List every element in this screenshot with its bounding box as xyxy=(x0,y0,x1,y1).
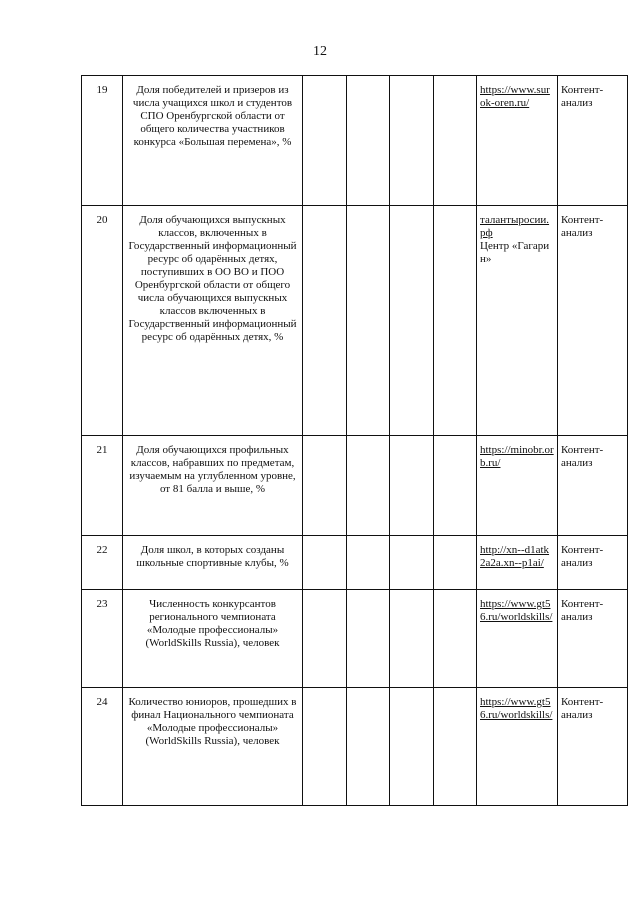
empty-value-cell xyxy=(347,536,390,590)
table-body xyxy=(82,76,628,806)
empty-value-cell xyxy=(390,76,434,206)
row-number-cell: 22 xyxy=(82,536,123,590)
empty-value-cell xyxy=(434,436,477,536)
empty-value-cell xyxy=(434,688,477,806)
empty-value-cell xyxy=(303,590,347,688)
indicator-name-cell: Количество юниоров, прошедших в финал Национального чемпионата «Молодые профессионалы» (WorldSkills Russia), человек xyxy=(123,688,303,806)
source-link[interactable]: https://www.gt56.ru/worldskills/ xyxy=(480,696,553,721)
method-cell: Контент-анализ xyxy=(558,688,628,806)
empty-value-cell xyxy=(347,688,390,806)
page-number: 12 xyxy=(313,44,327,59)
source-link[interactable]: https://www.gt56.ru/worldskills/ xyxy=(480,598,553,623)
empty-value-cell xyxy=(303,206,347,436)
indicators-table xyxy=(81,75,628,806)
empty-value-cell xyxy=(347,206,390,436)
indicator-name-cell: Доля обучающихся выпускных классов, включенных в Государственный информационный ресурс об одарённых детях, поступивших в ОО ВО и ПОО Оренбургской области от общего числа обучающихся выпускных классов включенных в Государственный информационный ресурс об одарённых детях, % xyxy=(123,206,303,436)
table-row xyxy=(82,536,628,590)
empty-value-cell xyxy=(390,436,434,536)
indicator-name-cell: Численность конкурсантов регионального чемпионата «Молодые профессионалы» (WorldSkills Russia), человек xyxy=(123,590,303,688)
indicator-name-cell: Доля победителей и призеров из числа учащихся школ и студентов СПО Оренбургской области от общего количества участников конкурса «Большая перемена», % xyxy=(123,76,303,206)
empty-value-cell xyxy=(434,536,477,590)
empty-value-cell xyxy=(347,76,390,206)
empty-value-cell xyxy=(390,206,434,436)
table-row xyxy=(82,76,628,206)
method-cell: Контент-анализ xyxy=(558,436,628,536)
empty-value-cell xyxy=(303,688,347,806)
empty-value-cell xyxy=(434,590,477,688)
method-cell: Контент-анализ xyxy=(558,590,628,688)
source-cell xyxy=(477,206,558,436)
row-number-cell: 20 xyxy=(82,206,123,436)
empty-value-cell xyxy=(347,590,390,688)
empty-value-cell xyxy=(434,76,477,206)
empty-value-cell xyxy=(303,76,347,206)
empty-value-cell xyxy=(303,436,347,536)
source-cell xyxy=(477,436,558,536)
row-number-cell: 24 xyxy=(82,688,123,806)
empty-value-cell xyxy=(347,436,390,536)
source-cell xyxy=(477,76,558,206)
indicator-name-cell: Доля школ, в которых созданы школьные спортивные клубы, % xyxy=(123,536,303,590)
empty-value-cell xyxy=(303,536,347,590)
row-number-cell: 23 xyxy=(82,590,123,688)
empty-value-cell xyxy=(390,590,434,688)
source-link[interactable]: https://minobr.orb.ru/ xyxy=(480,444,554,469)
table-row xyxy=(82,206,628,436)
table-row xyxy=(82,688,628,806)
source-note: Центр «Гагарин» xyxy=(480,240,550,265)
source-link[interactable]: http://xn--d1atk2a2a.xn--p1ai/ xyxy=(480,544,550,569)
empty-value-cell xyxy=(390,536,434,590)
method-cell: Контент-анализ xyxy=(558,536,628,590)
source-cell xyxy=(477,688,558,806)
empty-value-cell xyxy=(434,206,477,436)
row-number-cell: 21 xyxy=(82,436,123,536)
source-link[interactable]: талантыросии.рф xyxy=(480,214,550,239)
indicator-name-cell: Доля обучающихся профильных классов, набравших по предметам, изучаемым на углубленном уровне, от 81 балла и выше, % xyxy=(123,436,303,536)
method-cell: Контент-анализ xyxy=(558,76,628,206)
empty-value-cell xyxy=(390,688,434,806)
table-row xyxy=(82,436,628,536)
source-cell xyxy=(477,590,558,688)
table-row xyxy=(82,590,628,688)
method-cell: Контент-анализ xyxy=(558,206,628,436)
source-link[interactable]: https://www.surok-oren.ru/ xyxy=(480,84,550,109)
row-number-cell: 19 xyxy=(82,76,123,206)
source-cell xyxy=(477,536,558,590)
